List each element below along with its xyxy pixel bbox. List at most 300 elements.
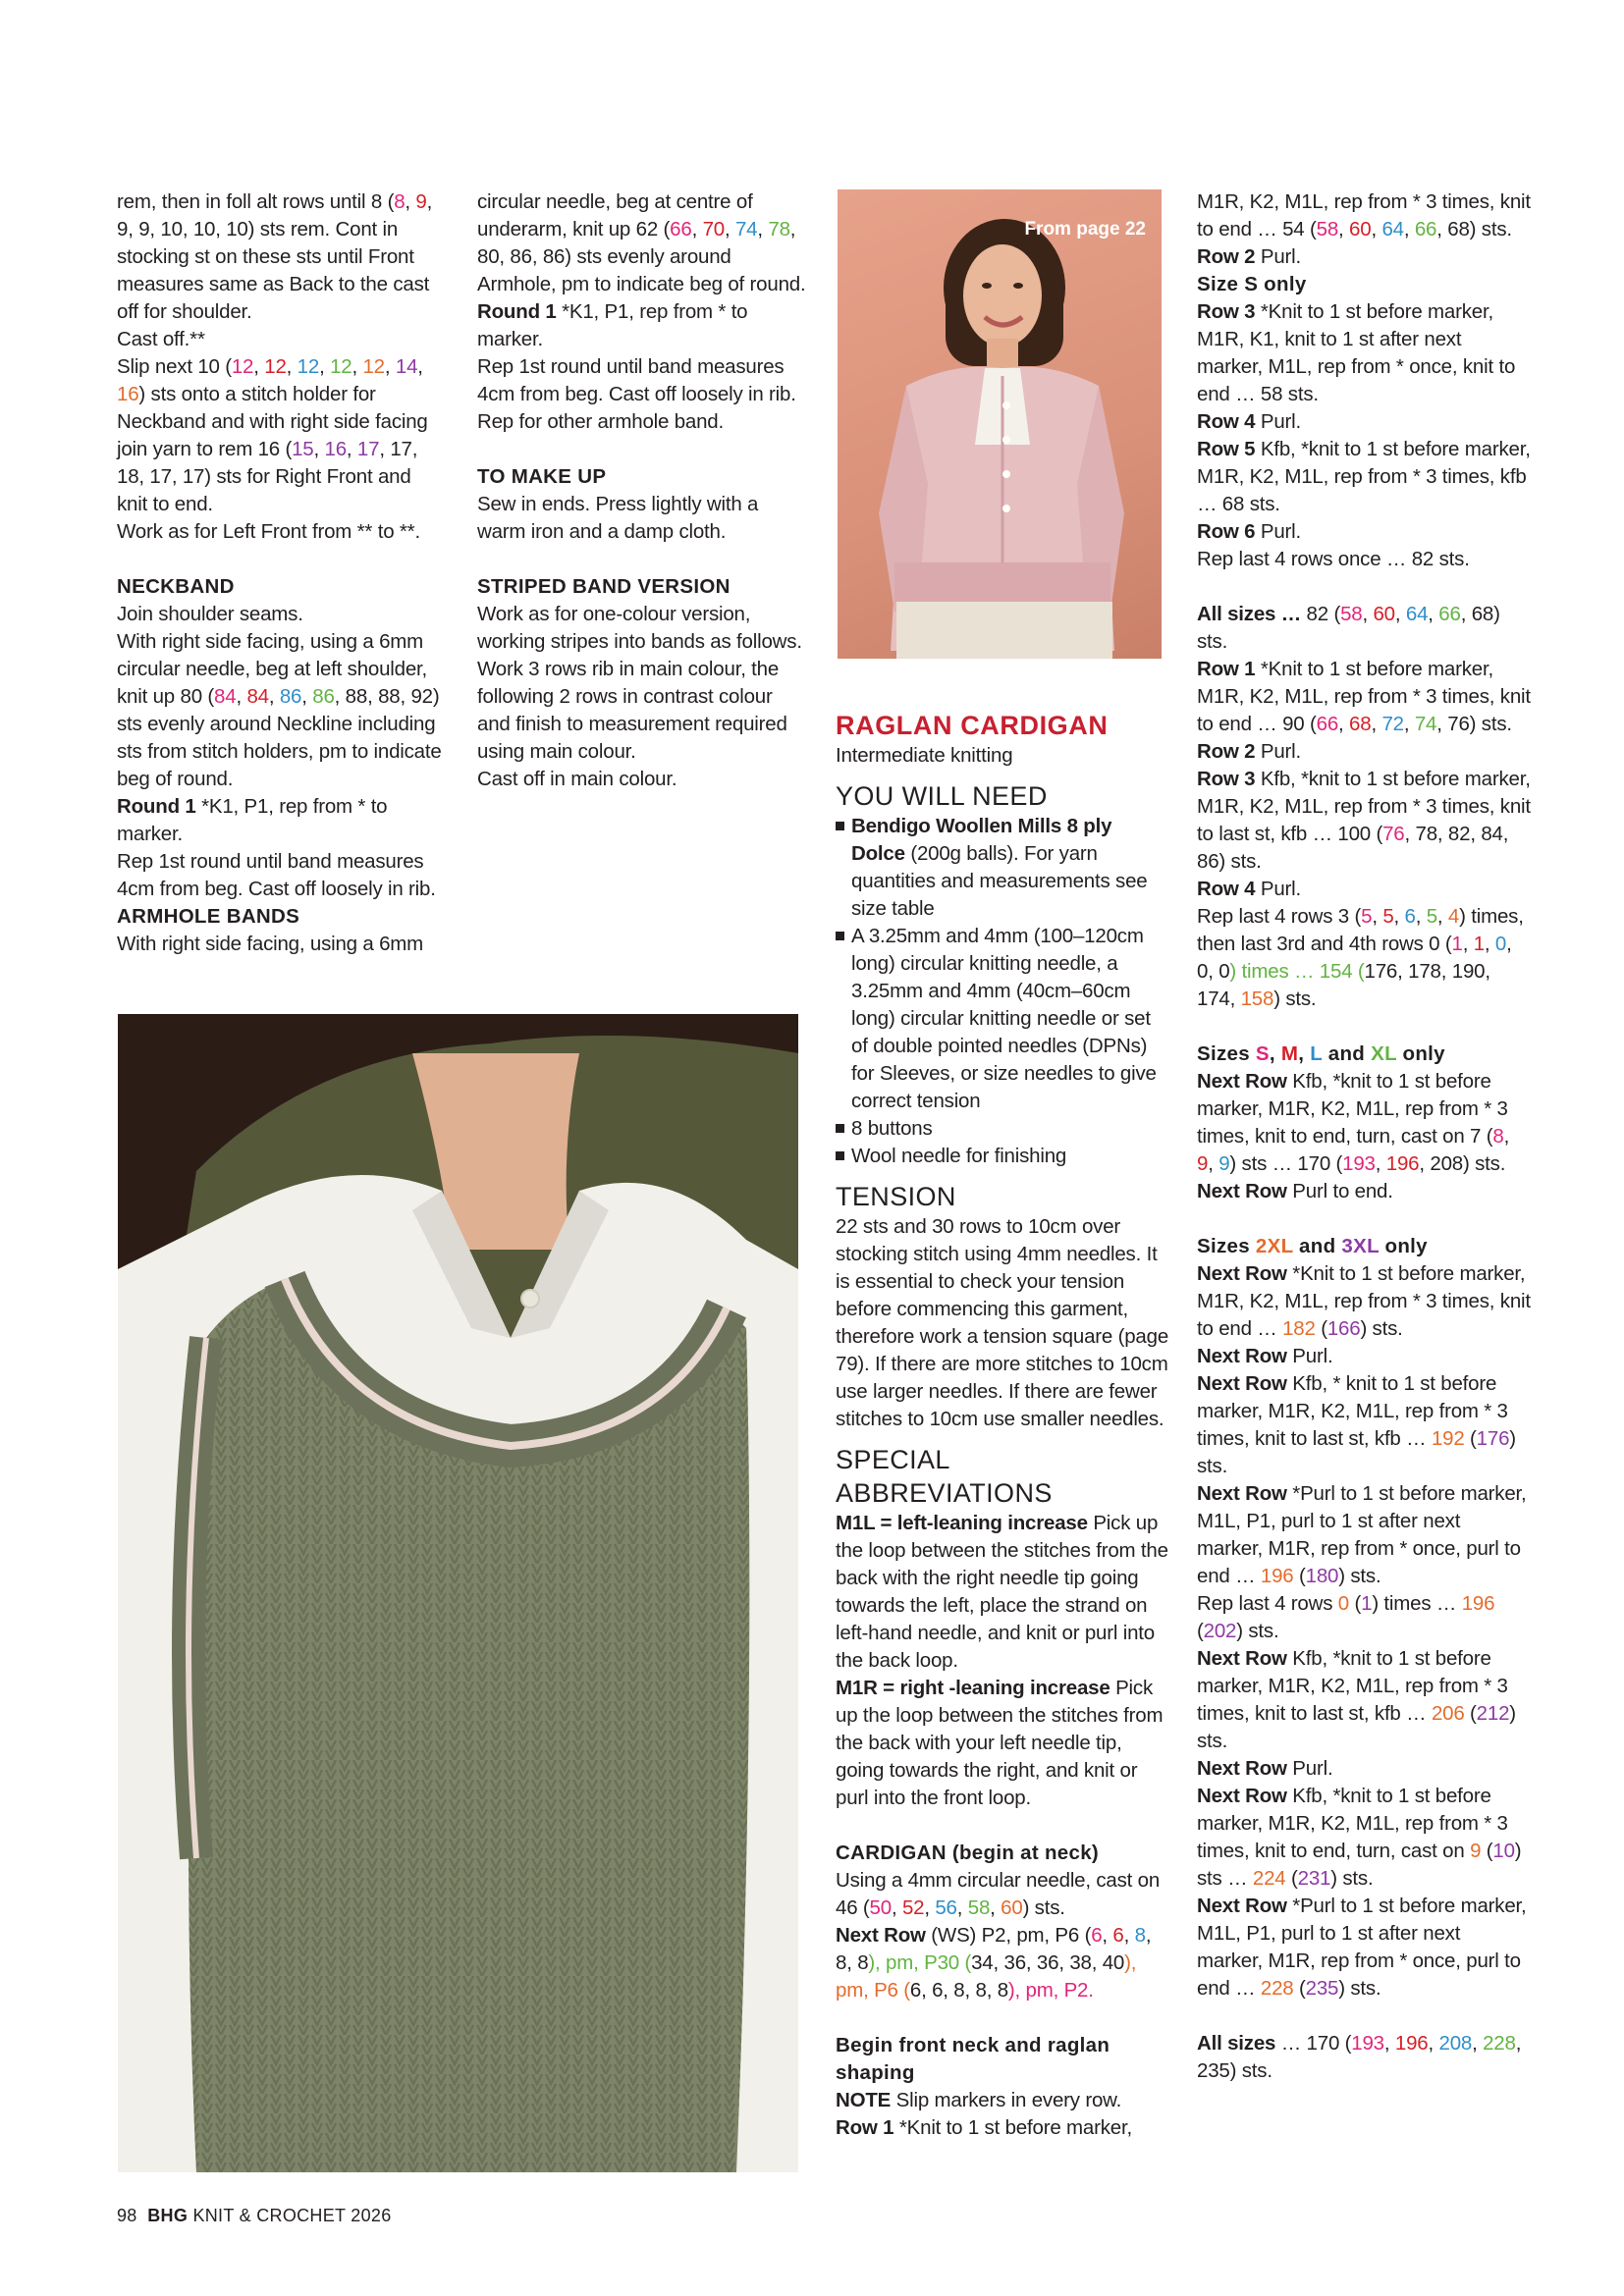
note-label: NOTE — [836, 2089, 892, 2111]
text: , — [921, 1979, 933, 2002]
size-value: 12 — [362, 355, 385, 378]
text: 9 — [138, 218, 150, 240]
size-value: 10 — [1492, 1840, 1515, 1862]
woman-in-pink-cardigan-illustration — [838, 189, 1162, 659]
text: (WS) P2, pm, P6 ( — [925, 1924, 1092, 1947]
text: ) sts. — [1022, 1896, 1065, 1919]
section-heading-striped-band: STRIPED BAND VERSION — [477, 575, 731, 598]
row-text: Purl. — [1255, 740, 1302, 763]
text: , — [253, 355, 265, 378]
text: Kfb, *knit to 1 st before marker, M1R, K2, M1L, rep from * 3 times, knit to end, turn, cast on 7 ( — [1197, 1070, 1508, 1148]
paragraph — [1197, 243, 1531, 271]
text: , — [1515, 2032, 1522, 2055]
text: , — [1102, 1924, 1113, 1947]
size-value: 68 — [1349, 713, 1372, 735]
row-label: Row 3 — [1197, 300, 1256, 323]
row-text: Purl. — [1286, 1757, 1333, 1780]
text: only — [1379, 1235, 1428, 1257]
size-value: 5 — [1382, 905, 1394, 928]
text: 82 ( — [1301, 603, 1341, 625]
size-value: 196 — [1461, 1592, 1495, 1615]
paragraph — [1197, 1590, 1531, 1645]
text: M1R, K2, M1L, rep from * 3 times, knit to end … 54 ( — [1197, 190, 1531, 240]
column-2 — [477, 188, 806, 793]
text: , — [1058, 1951, 1070, 1974]
paragraph — [1197, 1783, 1531, 1893]
paragraph — [1197, 1343, 1531, 1370]
size-value: 64 — [1405, 603, 1429, 625]
text: , — [1428, 603, 1439, 625]
row-label: Row 2 — [1197, 245, 1256, 268]
text: ( — [1464, 1427, 1477, 1450]
row-text: Purl. — [1286, 1345, 1333, 1367]
size-value: 84 — [246, 685, 269, 708]
paragraph — [836, 1922, 1169, 2004]
text: ) sts evenly around Neckline including sts from stitch holders, pm to indicate beg of round. — [117, 685, 442, 790]
text: *Purl to 1 st before marker, M1L, P1, purl to 1 st after next marker, M1R, rep from * once, purl to end … — [1197, 1482, 1527, 1587]
text: , — [1372, 905, 1383, 928]
text: , — [757, 218, 769, 240]
text: , — [1362, 603, 1374, 625]
size-value: 12 — [264, 355, 287, 378]
text: Kfb, *knit to 1 st before marker, M1R, K2, M1L, rep from * 3 times, knit to end, turn, cast on — [1197, 1785, 1508, 1862]
text: only — [1396, 1042, 1445, 1065]
text: , — [236, 685, 247, 708]
text: , — [313, 438, 325, 460]
text: , — [149, 218, 161, 240]
text: 36 — [1036, 1951, 1059, 1974]
size-value: 4 — [1447, 905, 1460, 928]
text: 10 — [226, 218, 248, 240]
text: , — [789, 218, 796, 240]
size-value: 60 — [1001, 1896, 1023, 1919]
size-value: 208 — [1438, 2032, 1473, 2055]
row-text: *K1, P1, rep from * to marker. — [117, 795, 388, 845]
text: 80 — [477, 245, 500, 268]
row-label: Next Row — [1197, 1070, 1287, 1093]
text: , — [1397, 960, 1409, 983]
text: ) sts. — [1218, 850, 1262, 873]
row-label: Next Row — [1197, 1482, 1287, 1505]
row-label: Row 4 — [1197, 410, 1256, 433]
text: 34 — [971, 1951, 994, 1974]
page-footer — [117, 2206, 392, 2226]
text: 84 — [1481, 823, 1503, 845]
size-value: ), pm, P30 ( — [868, 1951, 972, 1974]
size-value: 60 — [1373, 603, 1395, 625]
paragraph: With right side facing, using a 6mm — [117, 933, 424, 955]
size-value: 8 — [1492, 1125, 1504, 1148]
item-text: 8 buttons — [851, 1117, 933, 1140]
size-value: 196 — [1385, 1152, 1420, 1175]
size-value: ), pm, P6 ( — [836, 1951, 1137, 2002]
column-4 — [1197, 188, 1531, 2085]
paragraph — [1197, 1480, 1531, 1590]
size-value: 9 — [1470, 1840, 1482, 1862]
text: Rep last 4 rows — [1197, 1592, 1338, 1615]
text: , — [1436, 218, 1442, 240]
size-value: 158 — [1240, 988, 1274, 1010]
size-value: 58 — [967, 1896, 991, 1919]
text: *Purl to 1 st before marker, M1L, P1, purl to 1 st after next marker, M1R, rep from * once, purl to end … — [1197, 1895, 1527, 2000]
paragraph: Work as for Left Front from ** to **. — [117, 520, 420, 543]
text: 190 — [1451, 960, 1486, 983]
text: ) sts. — [1229, 2059, 1272, 2082]
text: , — [1440, 960, 1452, 983]
size-value: 70 — [702, 218, 725, 240]
size-value: 5 — [1426, 905, 1437, 928]
size-value: 193 — [1351, 2032, 1384, 2055]
size-value: 12 — [330, 355, 352, 378]
text: , — [426, 190, 433, 213]
text: 10 — [160, 218, 183, 240]
materials-list-item — [836, 1115, 1169, 1143]
text: ) sts. — [1360, 1317, 1403, 1340]
text: , — [1338, 713, 1350, 735]
text: 78 — [1415, 823, 1437, 845]
text: ( — [1348, 1592, 1362, 1615]
paragraph: Rep last 4 rows once … 82 sts. — [1197, 548, 1470, 570]
size-value: 176 — [1476, 1427, 1510, 1450]
paragraph: Rep 1st round until band measures 4cm from beg. Cast off loosely in rib. Rep for other armhole band. — [477, 355, 796, 433]
abbr-term: M1R = right -leaning increase — [836, 1677, 1110, 1699]
paragraph — [117, 188, 446, 326]
text: , — [1470, 823, 1482, 845]
paragraph: Cast off.** — [117, 328, 205, 350]
text: 174 — [1197, 988, 1230, 1010]
woman-in-green-vest-illustration — [118, 1014, 798, 2172]
text: , — [846, 1951, 858, 1974]
text: , — [1403, 218, 1415, 240]
paragraph: Work 3 rows rib in main colour, the following 2 rows in contrast colour and finish to measurement required using main colour. — [477, 658, 787, 763]
materials-list-item — [836, 1143, 1169, 1170]
size-value: 9 — [1218, 1152, 1230, 1175]
size-value: 235 — [1305, 1977, 1339, 2000]
text: 86 — [542, 245, 566, 268]
size-value: 6 — [1091, 1924, 1103, 1947]
text: Kfb, *knit to 1 st before marker, M1R, K2, M1L, rep from * 3 times, knit to last st, kfb … — [1197, 1647, 1508, 1725]
size-value: 196 — [1260, 1565, 1294, 1587]
size-value: 0 — [1494, 933, 1507, 955]
section-heading-cardigan: CARDIGAN (begin at neck) — [836, 1842, 1100, 1864]
text: *Knit to 1 st before marker, M1R, K2, M1L, rep from * 3 times, knit to end … — [1197, 1262, 1531, 1340]
size-value: 1 — [1473, 933, 1485, 955]
size-value: 66 — [1438, 603, 1461, 625]
size-value: 58 — [1316, 218, 1339, 240]
text: circular needle, beg at centre of underarm, knit up 62 ( — [477, 190, 753, 240]
size-value: 66 — [1316, 713, 1339, 735]
paragraph: Work as for one-colour version, working stripes into bands as follows. — [477, 603, 802, 653]
size-value: 1 — [1361, 1592, 1373, 1615]
size-l-label: L — [1310, 1042, 1323, 1065]
materials-list — [836, 813, 1169, 1170]
text: ( — [1197, 1620, 1204, 1642]
text: , — [1436, 713, 1442, 735]
size-value: 66 — [1414, 218, 1437, 240]
row-label: All sizes … — [1197, 603, 1302, 625]
text: , — [499, 245, 511, 268]
size-value: 1 — [1451, 933, 1463, 955]
text: , — [1394, 603, 1406, 625]
row-label: Row 1 — [1197, 658, 1256, 680]
text: 178 — [1408, 960, 1441, 983]
magazine-brand: BHG — [147, 2206, 189, 2225]
text: 208 — [1430, 1152, 1463, 1175]
text: Rep last 4 rows 3 ( — [1197, 905, 1362, 928]
sizes-2xl-3xl-heading — [1197, 1233, 1531, 1260]
text: ) times … — [1372, 1592, 1462, 1615]
size-xl-label: XL — [1371, 1042, 1397, 1065]
item-text: Wool needle for finishing — [851, 1145, 1067, 1167]
row-label: Row 5 — [1197, 438, 1256, 460]
paragraph — [477, 188, 806, 298]
text: 40 — [1102, 1951, 1125, 1974]
photo-caption: From page 22 — [1024, 219, 1146, 240]
text: , — [1269, 1042, 1281, 1065]
size-s-only-heading: Size S only — [1197, 273, 1307, 295]
sizes-s-m-l-xl-heading — [1197, 1041, 1531, 1068]
text: ) sts. — [1338, 1977, 1381, 2000]
size-value: 193 — [1342, 1152, 1376, 1175]
text: , — [1502, 823, 1509, 845]
section-heading-tension: TENSION — [836, 1182, 956, 1211]
text: , — [405, 190, 416, 213]
text: , — [1393, 905, 1405, 928]
size-value: 78 — [768, 218, 790, 240]
row-label: Next Row — [1197, 1785, 1287, 1807]
item-text: (200g balls). For yarn quantities and measurements see size table — [851, 842, 1148, 920]
size-value: 72 — [1381, 713, 1404, 735]
row-label: Row 2 — [1197, 740, 1256, 763]
paragraph: 22 sts and 30 rows to 10cm over stocking stitch using 4mm needles. It is essential to check your tension before commencing this garment, therefore work a tension square (page 79). If there are more stitches to 10cm use larger needles. If there are fewer stitches to 10cm use smaller needles. — [836, 1215, 1169, 1430]
text: and — [1322, 1042, 1372, 1065]
text: ( — [1464, 1702, 1477, 1725]
section-heading-to-make-up: TO MAKE UP — [477, 465, 607, 488]
size-value: 74 — [734, 218, 758, 240]
paragraph — [1197, 1068, 1531, 1178]
paragraph — [117, 793, 446, 848]
yarn-name: Bendigo Woollen Mills 8 ply Dolce — [851, 815, 1112, 865]
text: , — [1298, 1042, 1311, 1065]
text: , — [1371, 218, 1382, 240]
text: 86 — [1197, 850, 1219, 873]
abbr-text: Pick up the loop between the stitches from the back with the right needle tip going towards the left, place the strand on left-hand needle, and knit or purl into the back loop. — [836, 1512, 1168, 1672]
text: , — [182, 218, 193, 240]
text: 8 — [953, 1979, 965, 2002]
section-heading-special-abbreviations: SPECIAL ABBREVIATIONS — [836, 1445, 1053, 1508]
text: 235 — [1197, 2059, 1230, 2082]
text: 76 — [1447, 713, 1470, 735]
row-text: Purl. — [1255, 520, 1302, 543]
text: ) sts for Right Front and knit to end. — [117, 465, 411, 515]
text: Kfb, * knit to 1 st before marker, M1R, K2, M1L, rep from * 3 times, knit to last st, kfb … — [1197, 1372, 1508, 1450]
size-value: 228 — [1483, 2032, 1516, 2055]
text: 88 — [378, 685, 401, 708]
row-label: Next Row — [1197, 1372, 1287, 1395]
text: ) sts. — [1469, 218, 1512, 240]
paragraph — [1197, 876, 1531, 903]
abbr-text: Pick up the loop between the stitches from the back with your left needle tip, going towards the right, and knit or purl into the front loop. — [836, 1677, 1164, 1809]
pattern-subtitle: Intermediate knitting — [836, 744, 1013, 767]
size-value: ) times … 154 ( — [1229, 960, 1365, 983]
row-text: *K1, P1, rep from * to marker. — [477, 300, 748, 350]
text: , — [990, 1896, 1001, 1919]
text: ) sts. — [1469, 713, 1512, 735]
abbr-term: M1L = left-leaning increase — [836, 1512, 1088, 1534]
row-label: Row 4 — [1197, 878, 1256, 900]
text: , — [417, 355, 423, 378]
materials-list-item — [836, 813, 1169, 923]
paragraph — [1197, 188, 1531, 243]
cardigan-photo — [838, 189, 1162, 659]
paragraph — [1197, 1178, 1531, 1205]
paragraph: Sew in ends. Press lightly with a warm iron and a damp cloth. — [477, 493, 759, 543]
size-value: 15 — [292, 438, 314, 460]
text: , — [215, 218, 227, 240]
row-label: Next Row — [1197, 1647, 1287, 1670]
text: 8 — [857, 1951, 869, 1974]
text: ) sts onto a stitch holder for Neckband and with right side facing join yarn to rem 16 ( — [117, 383, 428, 460]
size-value: 192 — [1431, 1427, 1465, 1450]
text: … 170 ( — [1275, 2032, 1352, 2055]
text: , — [268, 685, 280, 708]
text: , — [1428, 2032, 1439, 2055]
size-value: ), pm, P2. — [1007, 1979, 1094, 2002]
paragraph — [1197, 738, 1531, 766]
row-text: Purl. — [1255, 410, 1302, 433]
size-value: 166 — [1326, 1317, 1361, 1340]
text: 8 — [836, 1951, 847, 1974]
size-value: 9 — [1197, 1152, 1209, 1175]
text: ) sts. — [1197, 1702, 1516, 1752]
size-value: 84 — [214, 685, 237, 708]
paragraph — [1197, 1260, 1531, 1343]
size-value: 0 — [1337, 1592, 1349, 1615]
materials-list-item — [836, 923, 1169, 1115]
size-3xl-label: 3XL — [1341, 1235, 1380, 1257]
section-heading-you-will-need: YOU WILL NEED — [836, 781, 1048, 811]
text: , — [1338, 218, 1350, 240]
text: 36 — [1003, 1951, 1026, 1974]
text: 68 — [1447, 218, 1470, 240]
text: , — [319, 355, 331, 378]
text: , — [384, 355, 396, 378]
text: , — [724, 218, 735, 240]
page-number: 98 — [117, 2206, 137, 2225]
row-label: Next Row — [1197, 1895, 1287, 1917]
size-value: 50 — [869, 1896, 892, 1919]
text: , — [1503, 1125, 1510, 1148]
section-heading-neckband: NECKBAND — [117, 575, 235, 598]
text: , — [943, 1979, 954, 2002]
text: , — [1472, 2032, 1484, 2055]
row-label: Next Row — [1197, 1262, 1287, 1285]
row-label: Round 1 — [117, 795, 196, 818]
text: ) sts. — [1197, 603, 1500, 653]
text: 9 — [117, 218, 129, 240]
size-value: 14 — [395, 355, 418, 378]
size-value: 231 — [1297, 1867, 1331, 1890]
text: , — [1208, 1152, 1219, 1175]
text: ) sts … 170 ( — [1229, 1152, 1343, 1175]
text: , — [1091, 1951, 1103, 1974]
text: , — [1375, 1152, 1386, 1175]
size-value: 56 — [935, 1896, 957, 1919]
size-value: 6 — [1404, 905, 1416, 928]
size-m-label: M — [1280, 1042, 1299, 1065]
paragraph — [836, 2087, 1169, 2114]
text: , — [1229, 988, 1236, 1010]
text: , — [1383, 2032, 1395, 2055]
row-label: Round 1 — [477, 300, 557, 323]
size-value: 228 — [1260, 1977, 1294, 2000]
section-heading-armhole-bands: ARMHOLE BANDS — [117, 905, 300, 928]
size-value: 206 — [1431, 1702, 1465, 1725]
size-value: 202 — [1203, 1620, 1237, 1642]
magazine-title: KNIT & CROCHET 2026 — [192, 2206, 392, 2225]
text: , — [993, 1951, 1004, 1974]
paragraph — [836, 1867, 1169, 1922]
text: Using a 4mm circular needle, cast on 46 ( — [836, 1869, 1161, 1919]
text: , — [138, 465, 150, 488]
text: ) sts. — [1273, 988, 1317, 1010]
text: 18 — [117, 465, 139, 488]
row-text: Purl. — [1255, 245, 1302, 268]
text: , — [346, 438, 357, 460]
row-label: Next Row — [1197, 1757, 1287, 1780]
size-value: 182 — [1282, 1317, 1316, 1340]
text: , — [1371, 713, 1382, 735]
text: , — [352, 355, 363, 378]
text: , — [531, 245, 543, 268]
row-label: All sizes — [1197, 2032, 1276, 2055]
text: Sizes — [1197, 1235, 1256, 1257]
paragraph — [836, 1510, 1169, 1675]
column-3 — [836, 709, 1169, 2142]
text: , — [301, 685, 313, 708]
text: 86 — [510, 245, 532, 268]
paragraph — [1197, 436, 1531, 518]
size-value: 52 — [901, 1896, 925, 1919]
text: , — [128, 218, 139, 240]
size-value: 64 — [1381, 218, 1404, 240]
size-value: 86 — [279, 685, 302, 708]
size-value: 9 — [415, 190, 427, 213]
note-text: Slip markers in every row. — [891, 2089, 1122, 2111]
text: 6 — [932, 1979, 944, 2002]
text: , — [1415, 905, 1427, 928]
size-value: 86 — [312, 685, 335, 708]
paragraph — [836, 1675, 1169, 1812]
text: 17 — [149, 465, 172, 488]
text: , — [1436, 823, 1448, 845]
paragraph — [1197, 1370, 1531, 1480]
size-value: 212 — [1476, 1702, 1510, 1725]
text: 0 — [1218, 960, 1230, 983]
text: , — [691, 218, 703, 240]
text: 82 — [1447, 823, 1471, 845]
row-text: Purl. — [1255, 878, 1302, 900]
text: 6 — [909, 1979, 922, 2002]
text: 92 — [410, 685, 433, 708]
text: , — [400, 685, 411, 708]
text: , — [1208, 960, 1219, 983]
row-label: Row 3 — [1197, 768, 1256, 790]
size-value: 8 — [394, 190, 406, 213]
text: 17 — [182, 465, 205, 488]
text: , — [1436, 905, 1448, 928]
size-value: 12 — [231, 355, 254, 378]
